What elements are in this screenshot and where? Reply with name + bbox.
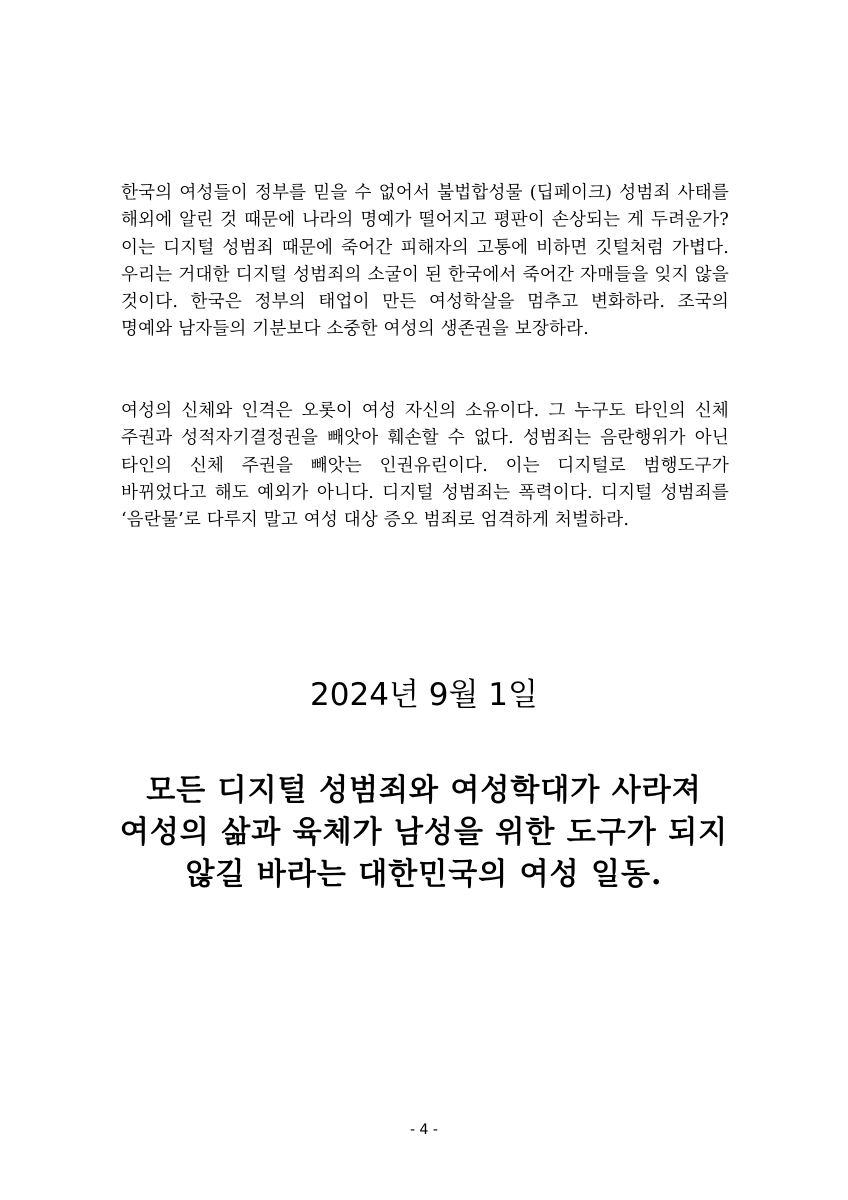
body-paragraph-1: 한국의 여성들이 정부를 믿을 수 없어서 불법합성물 (딥페이크) 성범죄 사태를 해외에 알린 것 때문에 나라의 명예가 떨어지고 평판이 손상되는 게 두려운가? 이는 디지털 성범죄 때문에 죽어간 피해자의 고통에 비하면 깃털처럼 가볍다. 우리는 거대한 디지털 성범죄의 소굴이 된 한국에서 죽어간 자매들을 잊지 않을 것이다. 한국은 정부의 태업이 만든 여성학살을 멈추고 변화하라. 조국의 명예와 남자들의 기분보다 소중한 여성의 생존권을 보장하라. [121, 183, 729, 340]
closing-line-3: 않길 바라는 대한민국의 여성 일동. [185, 857, 663, 892]
closing-line-1: 모든 디지털 성범죄와 여성학대가 사라져 [146, 773, 702, 808]
statement-date: 2024년 9월 1일 [310, 677, 538, 713]
body-paragraph-2: 여성의 신체와 인격은 오롯이 여성 자신의 소유이다. 그 누구도 타인의 신체 주권과 성적자기결정권을 빼앗아 훼손할 수 없다. 성범죄는 음란행위가 아닌 타인의 신체 주권을 빼앗는 인권유린이다. 이는 디지털로 범행도구가 바뀌었다고 해도 예외가 아니다. 디지털 성범죄는 폭력이다. 디지털 성범죄를 ‘음란물’로 다루지 말고 여성 대상 증오 범죄로 엄격하게 처벌하라. [121, 401, 729, 531]
closing-signature-block [0, 770, 848, 896]
closing-line-2: 여성의 삶과 육체가 남성을 위한 도구가 되지 [119, 815, 729, 850]
page-number: - 4 - [410, 1122, 438, 1138]
